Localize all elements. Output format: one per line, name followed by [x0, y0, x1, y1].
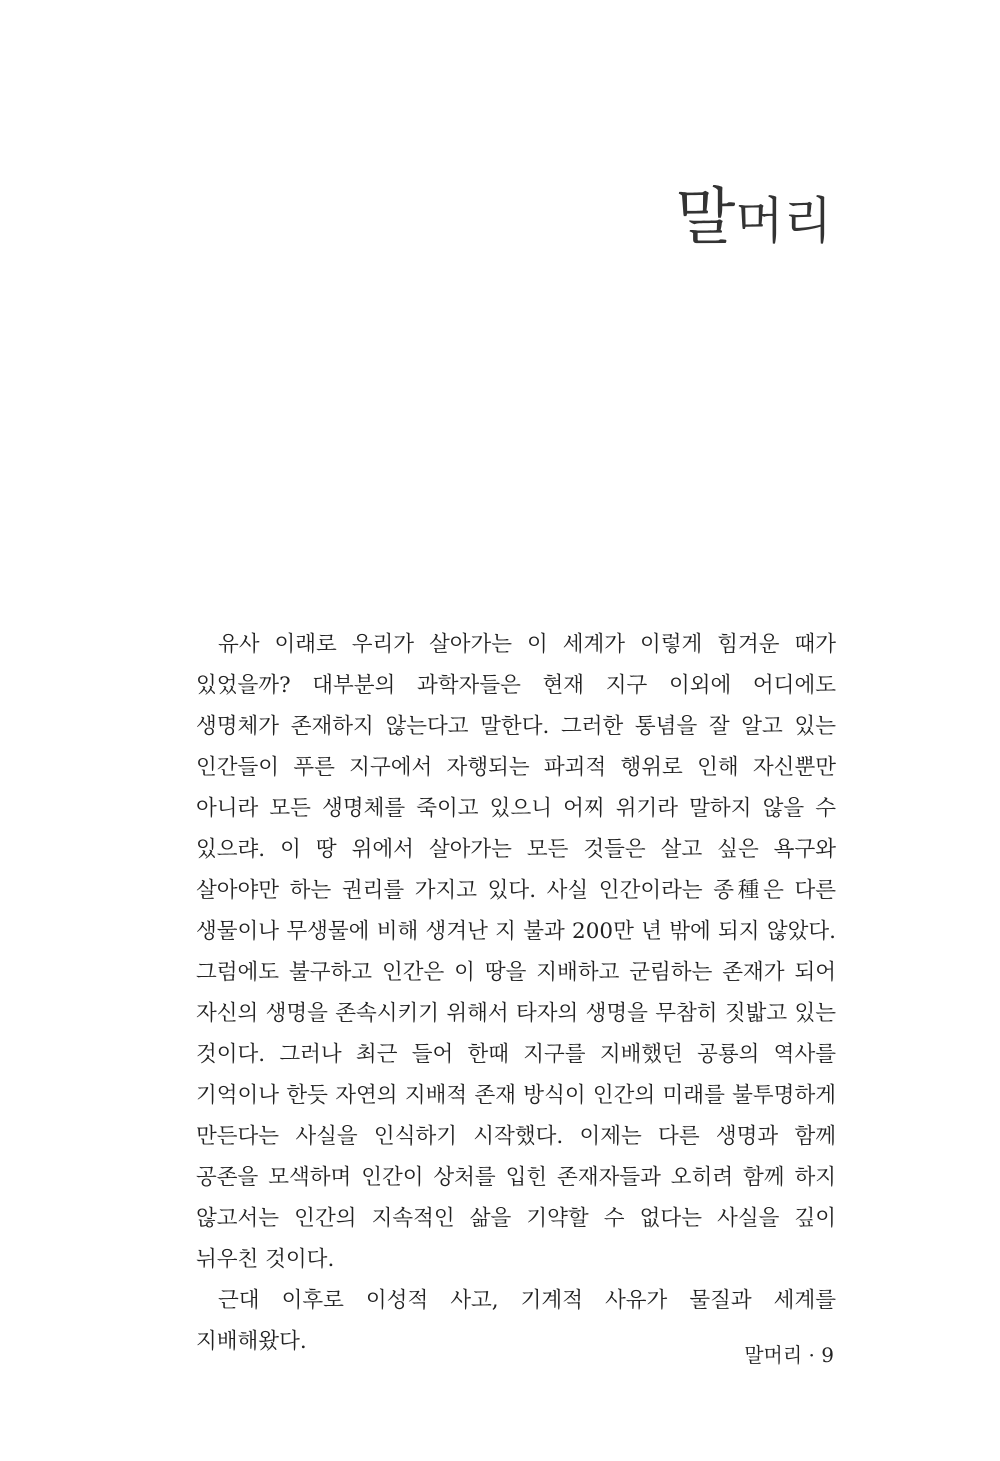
chapter-title-rest: 머리 [735, 192, 832, 250]
running-title: 말머리 [744, 1343, 803, 1367]
paragraph-2: 근대 이후로 이성적 사고, 기계적 사유가 물질과 세계를 지배해왔다. [196, 1288, 836, 1354]
chapter-title [675, 180, 832, 253]
paragraph-1: 유사 이래로 우리가 살아가는 이 세계가 이렇게 힘겨운 때가 있었을까? 대부분의 과학자들은 현재 지구 이외에 어디에도 생명체가 존재하지 않는다고 말한다. 그러한 통념을 잘 알고 있는 인간들이 푸른 지구에서 자행되는 파괴적 행위로 인해 자신뿐만 아니라 모든 생명체를 죽이고 있으니 어찌 위기라 말하지 않을 수 있으랴. 이 땅 위에서 살아가는 모든 것들은 살고 싶은 욕구와 살아야만 하는 권리를 가지고 있다. 사실 인간이라는 종種은 다른 생물이나 무생물에 비해 생겨난 지 불과 200만 년 밖에 되지 않았다. 그럼에도 불구하고 인간은 이 땅을 지배하고 군림하는 존재가 되어 자신의 생명을 존속시키기 위해서 타자의 생명을 무참히 짓밟고 있는 것이다. 그러나 최근 들어 한때 지구를 지배했던 공룡의 역사를 기억이나 한듯 자연의 지배적 존재 방식이 인간의 미래를 불투명하게 만든다는 사실을 인식하기 시작했다. 이제는 다른 생명과 함께 공존을 모색하며 인간이 상처를 입힌 존재자들과 오히려 함께 하지 않고서는 인간의 지속적인 삶을 기약할 수 없다는 사실을 깊이 뉘우친 것이다. [196, 632, 836, 1272]
chapter-title-first-char: 말 [675, 180, 736, 253]
footer-separator: · [808, 1343, 815, 1367]
page-footer [744, 1339, 834, 1368]
page-number: 9 [821, 1343, 834, 1367]
body-text [196, 624, 836, 1362]
